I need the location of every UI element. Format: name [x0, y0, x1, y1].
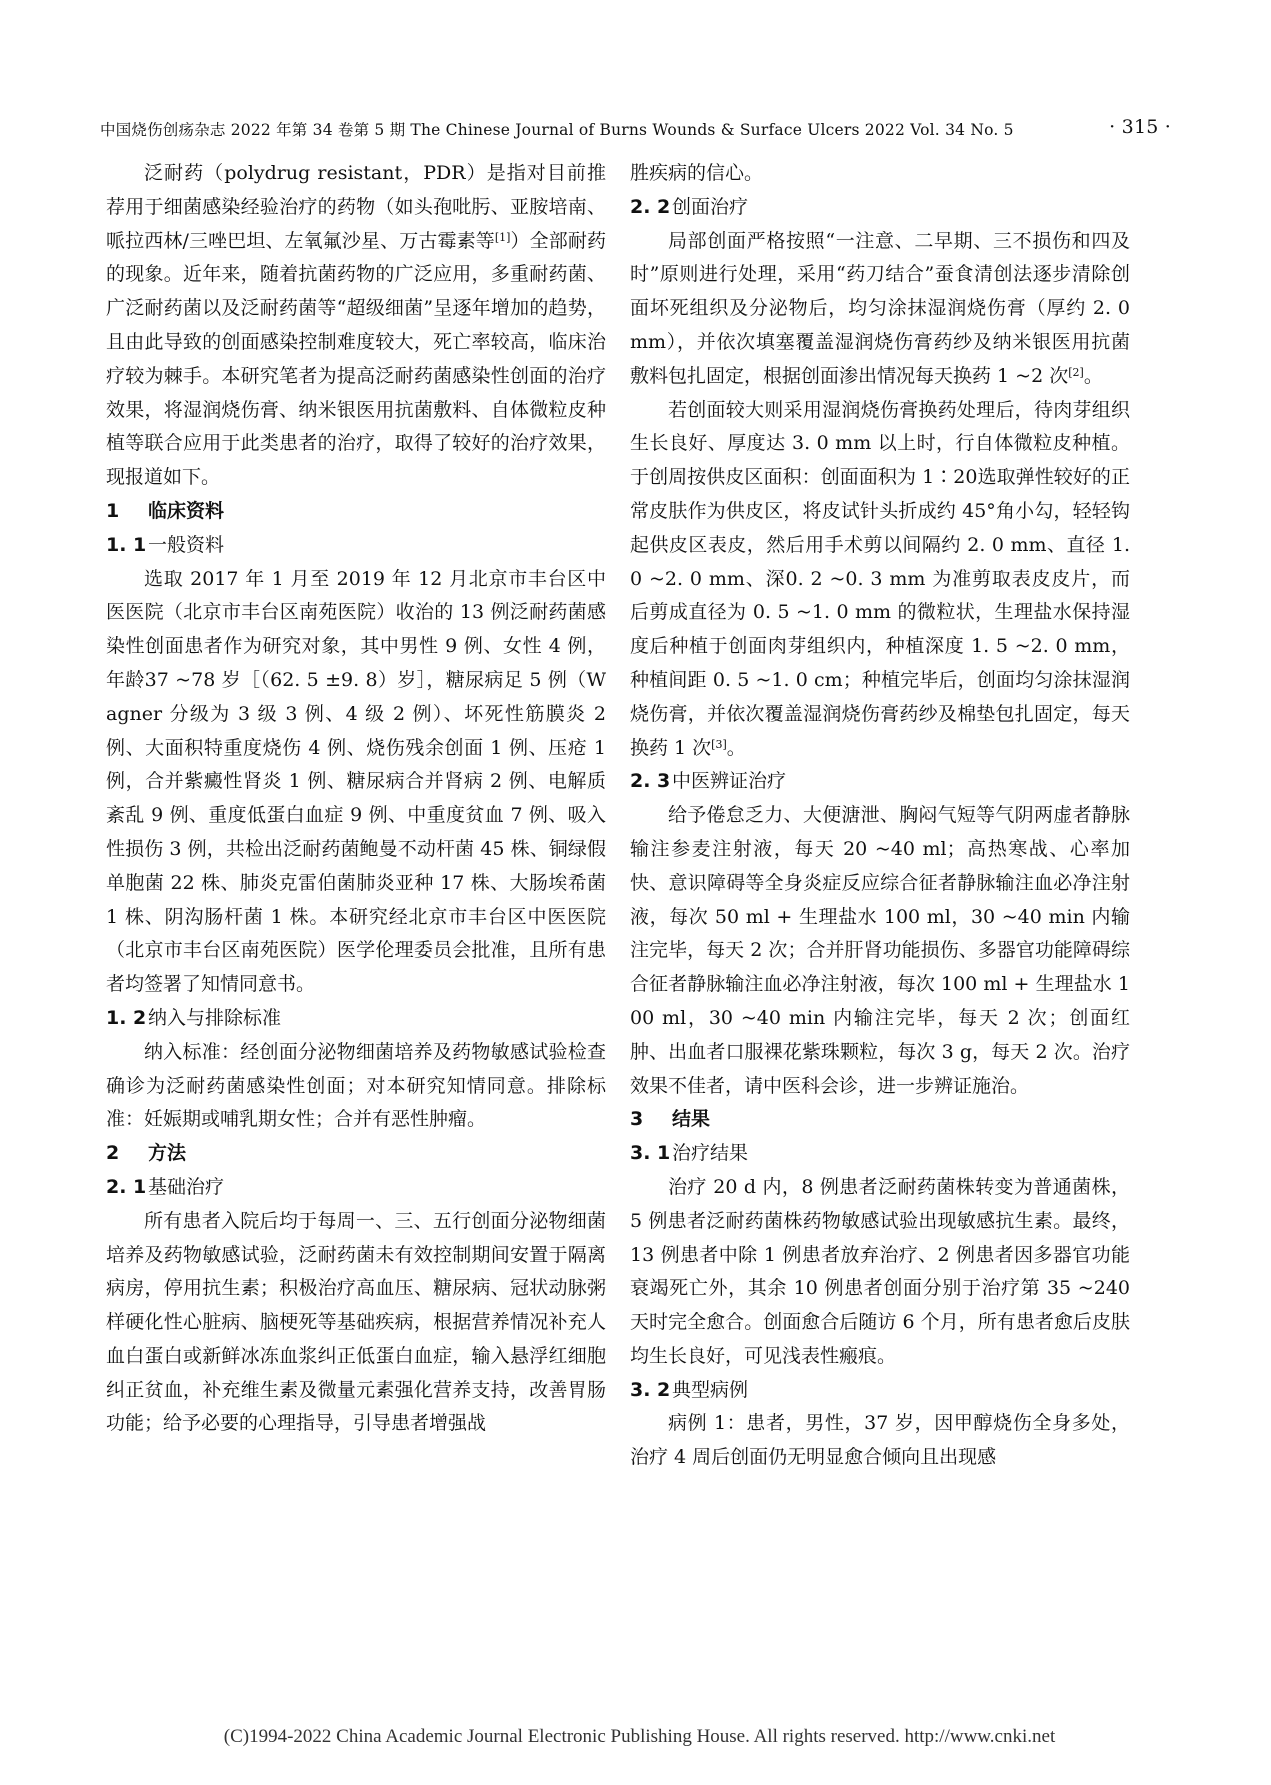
page-number: · 315 ·: [1109, 116, 1171, 138]
section-heading-1: 1 临床资料: [106, 499, 225, 522]
results-paragraph: 治疗 20 d 内，8 例患者泛耐药菌株转变为普通菌株，5 例患者泛耐药菌株药物敏感试验出现敏感抗生素。最终，13 例患者中除 1 例患者放弃治疗、2 例患者因多器官功能衰竭死亡外，其余 10 例患者创面分别于治疗第 35 ~240 天时完全愈合。创面愈合后随访 6 个月，所有患者愈后皮肤均生长良好，可见浅表性瘢痕。: [630, 1175, 1130, 1367]
subsection-heading-3-2: 3. 2典型病例: [630, 1378, 749, 1401]
copyright-footer: (C)1994-2022 China Academic Journal Electronic Publishing House. All rights reserved. http://www.cnki.net: [223, 1726, 1056, 1747]
wound-treatment-paragraph-2: 若创面较大则采用湿润烧伤膏换药处理后，待肉芽组织生长良好、厚度达 3. 0 mm 以上时，行自体微粒皮种植。于创周按供皮区面积：创面面积为 1∶20选取弹性较好的正常皮肤作为供皮区，将皮试针头折成约 45°角小勾，轻轻钩起供皮区表皮，然后用手术剪以间隔约 2. 0 mm、直径 1. 0 ~2. 0 mm、深0. 2 ~0. 3 mm 为准剪取表皮皮片，而后剪成直径为 0. 5 ~1. 0 mm 的微粒状，生理盐水保持湿度后种植于创面肉芽组织内，种植深度 1. 5 ~2. 0 mm，种植间距 0. 5 ~1. 0 cm；种植完毕后，创面均匀涂抹湿润烧伤膏，并依次覆盖湿润烧伤膏药纱及棉垫包扎固定，每天换药 1 次[3]。: [630, 398, 1130, 759]
criteria-paragraph: 纳入标准：经创面分泌物细菌培养及药物敏感试验检查确诊为泛耐药菌感染性创面；对本研究知情同意。排除标准：妊娠期或哺乳期女性；合并有恶性肿瘤。: [106, 1040, 606, 1131]
subsection-heading-2-2: 2. 2创面治疗: [630, 195, 749, 218]
general-data-paragraph: 选取 2017 年 1 月至 2019 年 12 月北京市丰台区中医医院（北京市丰台区南苑医院）收治的 13 例泛耐药菌感染性创面患者作为研究对象，其中男性 9 例、女性 4 例，年龄37 ~78 岁［（62. 5 ±9. 8）岁］，糖尿病足 5 例（Wagner 分级为 3 级 3 例、4 级 2 例）、坏死性筋膜炎 2 例、大面积特重度烧伤 4 例、烧伤残余创面 1 例、压疮 1 例，合并紫癜性肾炎 1 例、糖尿病合并肾病 2 例、电解质紊乱 9 例、重度低蛋白血症 9 例、中重度贫血 7 例、吸入性损伤 3 例，共检出泛耐药菌鲍曼不动杆菌 45 株、铜绿假单胞菌 22 株、肺炎克雷伯菌肺炎亚种 17 株、大肠埃希菌 1 株、阴沟肠杆菌 1 株。本研究经北京市丰台区中医医院（北京市丰台区南苑医院）医学伦理委员会批准，且所有患者均签署了知情同意书。: [106, 567, 606, 996]
subsection-heading-1-2: 1. 2纳入与排除标准: [106, 1006, 282, 1029]
subsection-heading-2-1: 2. 1基础治疗: [106, 1175, 225, 1198]
case-paragraph: 病例 1：患者，男性，37 岁，因甲醇烧伤全身多处，治疗 4 周后创面仍无明显愈合倾向且出现感: [630, 1412, 1130, 1469]
running-head: [100, 118, 1171, 140]
subsection-heading-1-1: 1. 1一般资料: [106, 533, 225, 556]
citation: [3]: [711, 737, 727, 751]
right-column: [630, 157, 1130, 1475]
section-heading-3: 3 结果: [630, 1108, 711, 1131]
continued-paragraph: 胜疾病的信心。: [630, 162, 764, 184]
citation: [2]: [1068, 365, 1084, 379]
journal-citation: 中国烧伤创疡杂志 2022 年第 34 卷第 5 期 The Chinese Journal of Burns Wounds & Surface Ulcers 2022 Vol. 34 No. 5: [100, 121, 1014, 139]
citation: [1]: [494, 230, 511, 244]
section-heading-2: 2 方法: [106, 1142, 187, 1165]
intro-paragraph: 泛耐药（polydrug resistant，PDR）是指对目前推荐用于细菌感染经验治疗的药物（如头孢吡肟、亚胺培南、哌拉西林/三唑巴坦、左氧氟沙星、万古霉素等[1]）全部耐药的现象。近年来，随着抗菌药物的广泛应用，多重耐药菌、广泛耐药菌以及泛耐药菌等“超级细菌”呈逐年增加的趋势，且由此导致的创面感染控制难度较大，死亡率较高，临床治疗较为棘手。本研究笔者为提高泛耐药菌感染性创面的治疗效果，将湿润烧伤膏、纳米银医用抗菌敷料、自体微粒皮种植等联合应用于此类患者的治疗，取得了较好的治疗效果，现报道如下。: [106, 162, 606, 489]
tcm-treatment-paragraph: 给予倦怠乏力、大便溏泄、胸闷气短等气阴两虚者静脉输注参麦注射液，每天 20 ~40 ml；高热寒战、心率加快、意识障碍等全身炎症反应综合征者静脉输注血必净注射液，每次 50 ml + 生理盐水 100 ml，30 ~40 min 内输注完毕，每天 2 次；合并肝肾功能损伤、多器官功能障碍综合征者静脉输注血必净注射液，每次 100 ml + 生理盐水 100 ml，30 ~40 min 内输注完毕，每天 2 次；创面红肿、出血者口服裸花紫珠颗粒，每次 3 g，每天 2 次。治疗效果不佳者，请中医科会诊，进一步辨证施治。: [630, 804, 1130, 1097]
wound-treatment-paragraph-1: 局部创面严格按照“一注意、二早期、三不损伤和四及时”原则进行处理，采用“药刀结合”蚕食清创法逐步清除创面坏死组织及分泌物后，均匀涂抹湿润烧伤膏（厚约 2. 0 mm），并依次填塞覆盖湿润烧伤膏药纱及纳米银医用抗菌敷料包扎固定，根据创面渗出情况每天换药 1 ~2 次[2]。: [630, 229, 1130, 387]
subsection-heading-2-3: 2. 3中医辨证治疗: [630, 770, 787, 793]
subsection-heading-3-1: 3. 1治疗结果: [630, 1142, 749, 1165]
basic-treatment-paragraph: 所有患者入院后均于每周一、三、五行创面分泌物细菌培养及药物敏感试验，泛耐药菌未有效控制期间安置于隔离病房，停用抗生素；积极治疗高血压、糖尿病、冠状动脉粥样硬化性心脏病、脑梗死等基础疾病，根据营养情况补充人血白蛋白或新鲜冰冻血浆纠正低蛋白血症，输入悬浮红细胞纠正贫血，补充维生素及微量元素强化营养支持，改善胃肠功能；给予必要的心理指导，引导患者增强战: [106, 1209, 606, 1435]
left-column: [106, 157, 606, 1441]
